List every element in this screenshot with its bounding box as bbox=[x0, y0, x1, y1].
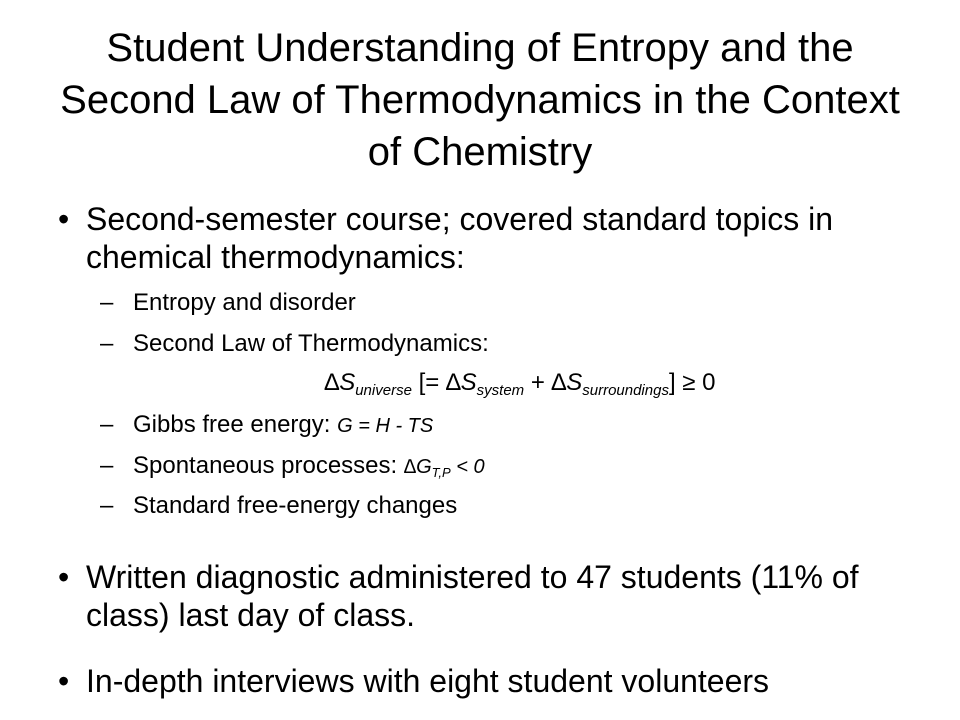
second-law-formula: $\Delta S_{universe}$ [= $\Delta S_{system} + \Delta S_{surroundings}] \ge 0$ bbox=[324, 369, 716, 399]
sub-marker: – bbox=[100, 411, 114, 438]
bullet-marker: • bbox=[58, 663, 70, 699]
bullet-item bbox=[58, 200, 918, 276]
sub-item bbox=[100, 288, 900, 318]
sub-item bbox=[100, 451, 900, 488]
sub-text: Gibbs free energy: bbox=[133, 411, 331, 438]
bullet-item bbox=[58, 558, 918, 634]
gibbs-equation: G = H - TS bbox=[337, 415, 434, 437]
sub-marker: – bbox=[100, 492, 114, 519]
sub-item bbox=[100, 491, 900, 521]
slide-title: Student Understanding of Entropy and the Second Law of Thermodynamics in the Context of Chemistry bbox=[60, 26, 900, 174]
bullet-item bbox=[58, 662, 918, 700]
sub-text: Second Law of Thermodynamics: bbox=[133, 330, 489, 357]
bullet-text: In-depth interviews with eight student volunteers bbox=[86, 663, 770, 699]
bullet-text: Written diagnostic administered to 47 students (11% of class) last day of class. bbox=[86, 559, 859, 633]
sub-item bbox=[100, 410, 900, 441]
sub-text: Standard free-energy changes bbox=[133, 492, 458, 519]
sub-item bbox=[100, 329, 900, 359]
sub-text: Entropy and disorder bbox=[133, 289, 356, 316]
sub-marker: – bbox=[100, 330, 114, 357]
sub-marker: – bbox=[100, 452, 114, 479]
sub-text: Spontaneous processes: bbox=[133, 452, 398, 479]
sub-marker: – bbox=[100, 289, 114, 316]
bullet-marker: • bbox=[58, 201, 70, 237]
spontaneity-condition: $\Delta G_{T,P} < 0$ bbox=[403, 456, 485, 480]
bullet-marker: • bbox=[58, 559, 70, 595]
bullet-text: Second-semester course; covered standard topics in chemical thermodynamics: bbox=[86, 201, 834, 275]
